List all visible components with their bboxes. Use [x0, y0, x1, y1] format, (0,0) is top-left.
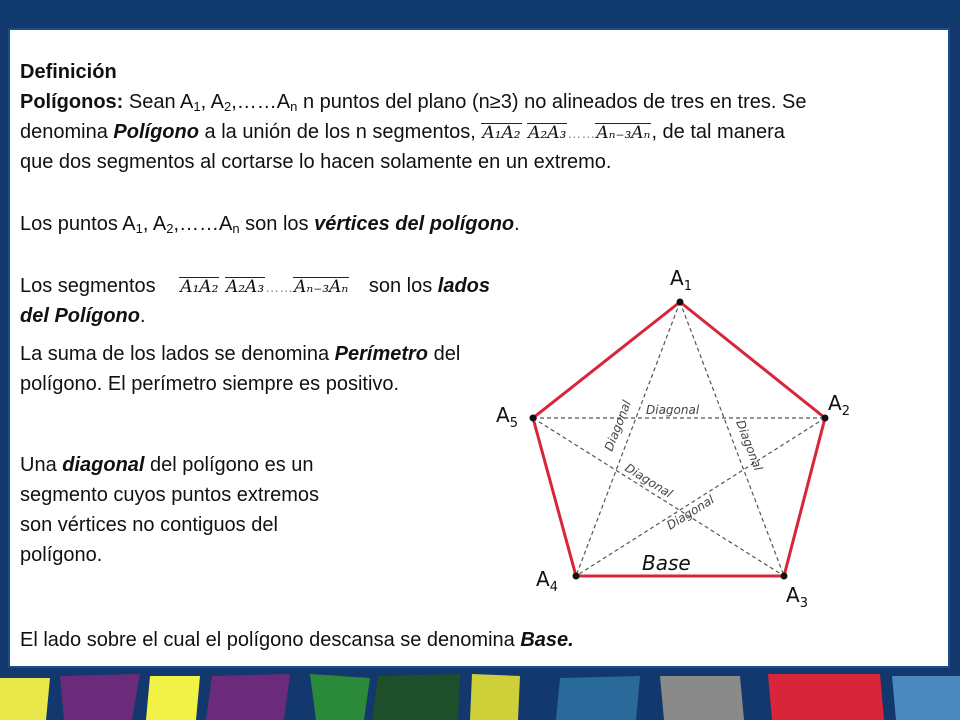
vertex-a2-dot [822, 415, 829, 422]
text: Los segmentos [20, 275, 156, 297]
subscript: n [290, 99, 298, 114]
poligonos-line-3: que dos segmentos al cortarse lo hacen solamente en un extremo. [20, 151, 612, 173]
text: , A [200, 91, 224, 113]
diagonal-label-a1a3: Diagonal [733, 418, 766, 473]
subscript: 1 [193, 99, 201, 114]
diagonal-line-3: son vértices no contiguos del [20, 514, 278, 536]
text: denomina [20, 121, 114, 143]
text: Una [20, 454, 63, 476]
diagonal-term: diagonal [62, 454, 145, 476]
vertex-letter: A [786, 583, 800, 607]
lados-term: lados [437, 275, 491, 297]
vertex-a5-label [496, 403, 518, 431]
vertex-index: 2 [841, 404, 850, 419]
segment-ellipsis: …… [567, 125, 596, 141]
diagonal-label-a1a4: Diagonal [601, 398, 634, 454]
text: a la unión de los n segmentos, [198, 121, 476, 143]
segment-ellipsis: …… [265, 279, 294, 295]
decorative-bottom-strip [0, 668, 960, 720]
segment-a2a3: A₂A₃ [225, 277, 265, 297]
text: son los [239, 213, 315, 235]
diagonal-label-a2a4: Diagonal [664, 492, 717, 533]
vertex-index: 4 [549, 580, 558, 595]
segment-a1a2: A₁A₂ [482, 123, 521, 143]
vertex-index: 3 [799, 596, 808, 611]
subscript: 1 [135, 221, 143, 236]
text: 3) no alineados de tres en tres. Se [500, 91, 807, 113]
segment-a2a3: A₂A₃ [528, 123, 567, 143]
diagonal-label-a5a3: Diagonal [622, 460, 675, 501]
pentagon-edges [533, 302, 825, 576]
geq-symbol: ≥ [489, 91, 501, 113]
text: del polígono es un [144, 454, 314, 476]
vertex-a1-label [670, 266, 692, 294]
vertex-letter: A [670, 266, 684, 290]
text: . [514, 213, 520, 235]
poligonos-term: Polígonos: [20, 91, 124, 113]
subscript: 2 [166, 221, 174, 236]
text: son los [368, 275, 438, 297]
perimetro-line-2: polígono. El perímetro siempre es positivo. [20, 373, 400, 395]
diagonal-line-2: segmento cuyos puntos extremos [20, 484, 320, 506]
subscript: n [232, 221, 240, 236]
definition-heading: Definición [20, 61, 117, 83]
base-label: Base [642, 551, 691, 575]
text: ,……A [173, 213, 233, 235]
text: La suma de los lados se denomina [20, 343, 335, 365]
text: , A [142, 213, 167, 235]
text: n puntos del plano (n [302, 91, 490, 113]
segment-an3an: Aₙ₋₃Aₙ [596, 123, 651, 143]
diagonal-line-4: polígono. [20, 544, 103, 566]
segment-a1a2: A₁A₂ [180, 277, 219, 297]
text: ,……A [231, 91, 291, 113]
poligono-term: Polígono [113, 121, 199, 143]
top-bar [0, 0, 960, 22]
vertex-letter: A [536, 567, 550, 591]
text: Sean A [128, 91, 194, 113]
text: . [140, 305, 146, 327]
vertex-a2-label [828, 391, 850, 419]
slide-content [8, 28, 950, 668]
segment-an3an: Aₙ₋₃Aₙ [294, 277, 349, 297]
pentagon-figure [10, 30, 948, 666]
vertex-a4-dot [573, 573, 580, 580]
lados-term-cont: del Polígono [20, 305, 140, 327]
vertex-a4-label [536, 567, 558, 595]
text: El lado sobre el cual el polígono descansa se denomina [20, 629, 521, 651]
vertex-a3-label [786, 583, 808, 611]
vertex-letter: A [496, 403, 510, 427]
diagonal-label-a5a2: Diagonal [646, 403, 700, 417]
vertex-index: 5 [509, 416, 518, 431]
base-term: Base. [520, 629, 574, 651]
text: Los puntos A [20, 213, 136, 235]
vertex-a3-dot [781, 573, 788, 580]
perimetro-term: Perímetro [334, 343, 429, 365]
text: , de tal manera [651, 121, 785, 143]
text: del [428, 343, 461, 365]
vertex-a5-dot [530, 415, 537, 422]
subscript: 2 [224, 99, 232, 114]
vertex-a1-dot [677, 299, 684, 306]
vertices-term: vértices del polígono [314, 213, 515, 235]
vertex-index: 1 [683, 279, 692, 294]
vertex-letter: A [828, 391, 842, 415]
